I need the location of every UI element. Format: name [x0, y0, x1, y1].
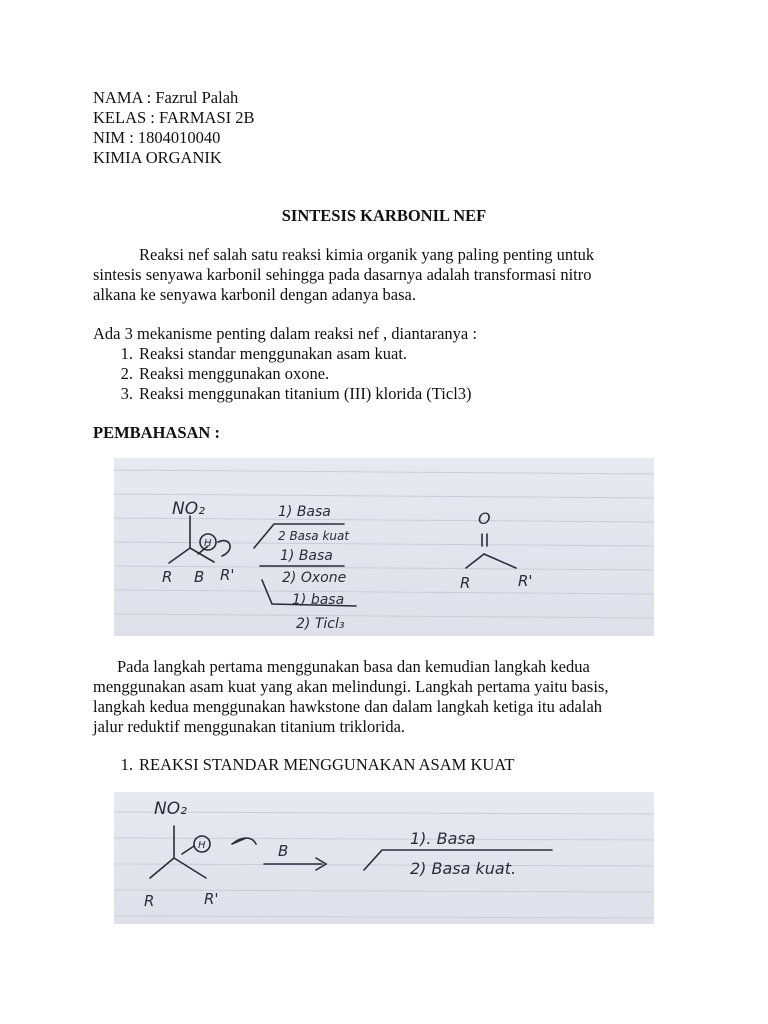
list-item-number: 1. [120, 344, 133, 363]
fig2-h-label: H [198, 840, 206, 851]
paragraph2-line-1: Pada langkah pertama menggunakan basa dan kemudian langkah kedua [117, 657, 590, 676]
paragraph2-line-2: menggunakan asam kuat yang akan melindungi. Langkah pertama yaitu basis, [93, 677, 609, 696]
figure-1-drawing [114, 458, 654, 636]
fig1-r-left: R [162, 568, 173, 586]
fig2-base-label: B [278, 842, 289, 860]
intro-line-1: Reaksi nef salah satu reaksi kimia organik yang paling penting untuk [139, 245, 595, 264]
list-item-number: 3. [120, 384, 133, 403]
student-nim: NIM : 1804010040 [93, 128, 221, 147]
list-item-text: Reaksi menggunakan oxone. [139, 364, 330, 383]
page-title: SINTESIS KARBONIL NEF [281, 206, 487, 225]
handwritten-figure-2 [114, 792, 654, 924]
paragraph2-line-3: langkah kedua menggunakan hawkstone dan dalam langkah ketiga itu adalah [93, 697, 603, 716]
figure-2-drawing [114, 792, 654, 924]
fig1-h-label: H [204, 538, 212, 549]
section-heading-pembahasan: PEMBAHASAN : [93, 423, 220, 442]
fig1-step-6: 2) Ticl₃ [296, 616, 345, 632]
intro-line-3: alkana ke senyawa karbonil dengan adanya basa. [93, 285, 416, 304]
fig1-product-o: O [478, 509, 491, 528]
fig1-step-2: 2 Basa kuat [278, 529, 350, 543]
fig1-r-right: R' [220, 566, 235, 584]
student-name: NAMA : Fazrul Palah [93, 88, 239, 107]
paragraph2-line-4: jalur reduktif menggunakan titanium triklorida. [93, 717, 406, 736]
fig1-product-r-right: R' [518, 572, 533, 590]
mechanisms-lead: Ada 3 mekanisme penting dalam reaksi nef , diantaranya : [93, 324, 477, 343]
fig1-step-1: 1) Basa [278, 504, 331, 520]
list-item-text: Reaksi standar menggunakan asam kuat. [139, 344, 408, 363]
fig1-product-r-left: R [460, 574, 471, 592]
student-class: KELAS : FARMASI 2B [93, 108, 255, 127]
list-item-number: 2. [120, 364, 133, 383]
fig2-no2-label: NO₂ [154, 799, 187, 819]
list-item-text: Reaksi menggunakan titanium (III) klorida (Ticl3) [139, 384, 472, 403]
fig1-step-3: 1) Basa [280, 548, 333, 564]
intro-line-2: sintesis senyawa karbonil sehingga pada dasarnya adalah transformasi nitro [93, 265, 592, 284]
fig1-step-5: 1) basa [292, 592, 345, 608]
handwritten-figure-1 [114, 458, 654, 636]
fig1-step-4: 2) Oxone [282, 570, 347, 586]
fig1-base-label: B [194, 568, 205, 586]
fig2-step-2: 2) Basa kuat. [410, 859, 517, 878]
fig1-no2-label: NO₂ [172, 499, 205, 519]
fig2-r-right: R' [204, 890, 219, 908]
course-name: KIMIA ORGANIK [93, 148, 222, 167]
fig2-r-left: R [144, 892, 155, 910]
fig2-step-1: 1). Basa [410, 829, 476, 848]
section-number: 1. [120, 755, 133, 774]
section-title: REAKSI STANDAR MENGGUNAKAN ASAM KUAT [139, 755, 515, 774]
